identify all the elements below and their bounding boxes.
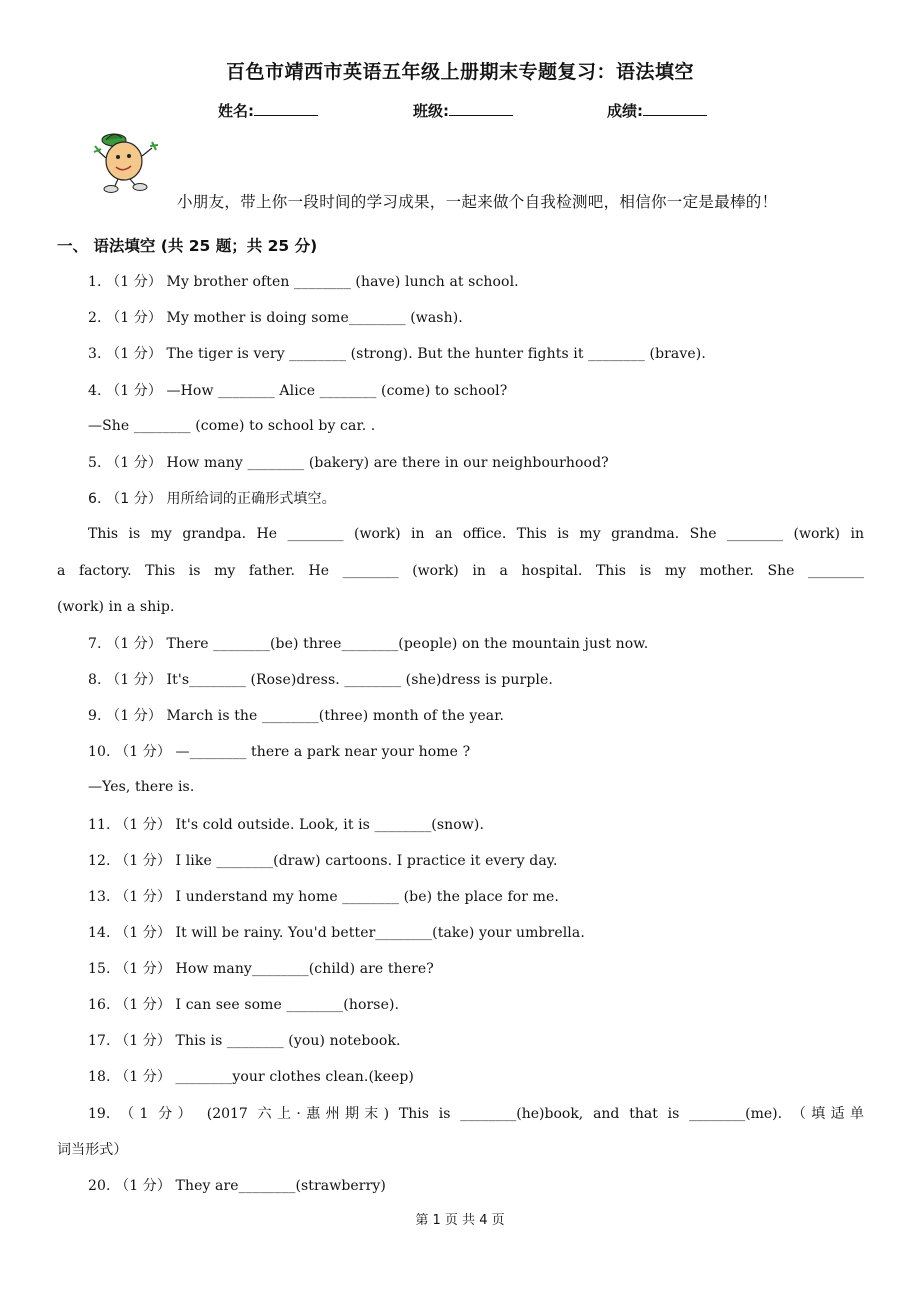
- name-field[interactable]: [218, 100, 318, 121]
- question-13: 13. （1 分） I understand my home ________ (be) the place for me.: [88, 889, 559, 905]
- question-19-continued: 词当形式）: [57, 1142, 128, 1158]
- page-title: 百色市靖西市英语五年级上册期末专题复习：语法填空: [225, 61, 694, 83]
- intro-text: 小朋友，带上你一段时间的学习成果，一起来做个自我检测吧，相信你一定是最棒的！: [177, 193, 778, 211]
- question-6: 6. （1 分） 用所给词的正确形式填空。: [88, 491, 336, 507]
- question-15: 15. （1 分） How many________(child) are there?: [88, 961, 434, 977]
- question-7: 7. （1 分） There ________(be) three________(people) on the mountain just now.: [88, 636, 649, 652]
- score-blank[interactable]: [643, 100, 707, 116]
- question-16: 16. （1 分） I can see some ________(horse).: [88, 997, 400, 1013]
- name-label: 姓名:: [218, 102, 254, 120]
- class-blank[interactable]: [449, 100, 513, 116]
- page-footer: 第 1 页 共 4 页: [415, 1213, 505, 1228]
- question-11: 11. （1 分） It's cold outside. Look, it is ________(snow).: [88, 817, 484, 833]
- question-6-passage-line-2: a factory. This is my father. He ________ (work) in a hospital. This is my mother. She ________: [57, 563, 864, 579]
- question-20: 20. （1 分） They are________(strawberry): [88, 1178, 386, 1194]
- question-6-passage-line-1: This is my grandpa. He ________ (work) in an office. This is my grandma. She ________ (work) in: [88, 526, 864, 542]
- question-14: 14. （1 分） It will be rainy. You'd better________(take) your umbrella.: [88, 925, 585, 941]
- question-4-answer-line: —She ________ (come) to school by car. .: [88, 418, 376, 434]
- question-10-answer-line: —Yes, there is.: [88, 779, 195, 795]
- cartoon-mascot-icon: [92, 128, 172, 194]
- class-field[interactable]: [413, 100, 513, 121]
- score-label: 成绩:: [607, 102, 643, 120]
- question-6-passage-line-3: (work) in a ship.: [57, 599, 175, 615]
- question-3: 3. （1 分） The tiger is very ________ (strong). But the hunter fights it ________ (brave).: [88, 346, 706, 362]
- class-label: 班级:: [413, 102, 449, 120]
- question-5: 5. （1 分） How many ________ (bakery) are there in our neighbourhood?: [88, 455, 609, 471]
- question-4: 4. （1 分） —How ________ Alice ________ (come) to school?: [88, 383, 508, 399]
- question-8: 8. （1 分） It's________ (Rose)dress. ________ (she)dress is purple.: [88, 672, 553, 688]
- name-blank[interactable]: [254, 100, 318, 116]
- question-10: 10. （1 分） —________ there a park near your home ?: [88, 744, 471, 760]
- question-18: 18. （1 分） ________your clothes clean.(keep): [88, 1069, 414, 1085]
- score-field[interactable]: [607, 100, 707, 121]
- question-2: 2. （1 分） My mother is doing some________ (wash).: [88, 310, 463, 326]
- question-12: 12. （1 分） I like ________(draw) cartoons. I practice it every day.: [88, 853, 558, 869]
- question-17: 17. （1 分） This is ________ (you) notebook.: [88, 1033, 401, 1049]
- question-9: 9. （1 分） March is the ________(three) month of the year.: [88, 708, 505, 724]
- question-19: 19. （1 分） (2017 六上·惠州期末) This is ________(he)book, and that is ________(me). （填适单: [88, 1106, 864, 1122]
- question-1: 1. （1 分） My brother often ________ (have) lunch at school.: [88, 274, 519, 290]
- section-title: 一、 语法填空 (共 25 题；共 25 分): [57, 237, 318, 255]
